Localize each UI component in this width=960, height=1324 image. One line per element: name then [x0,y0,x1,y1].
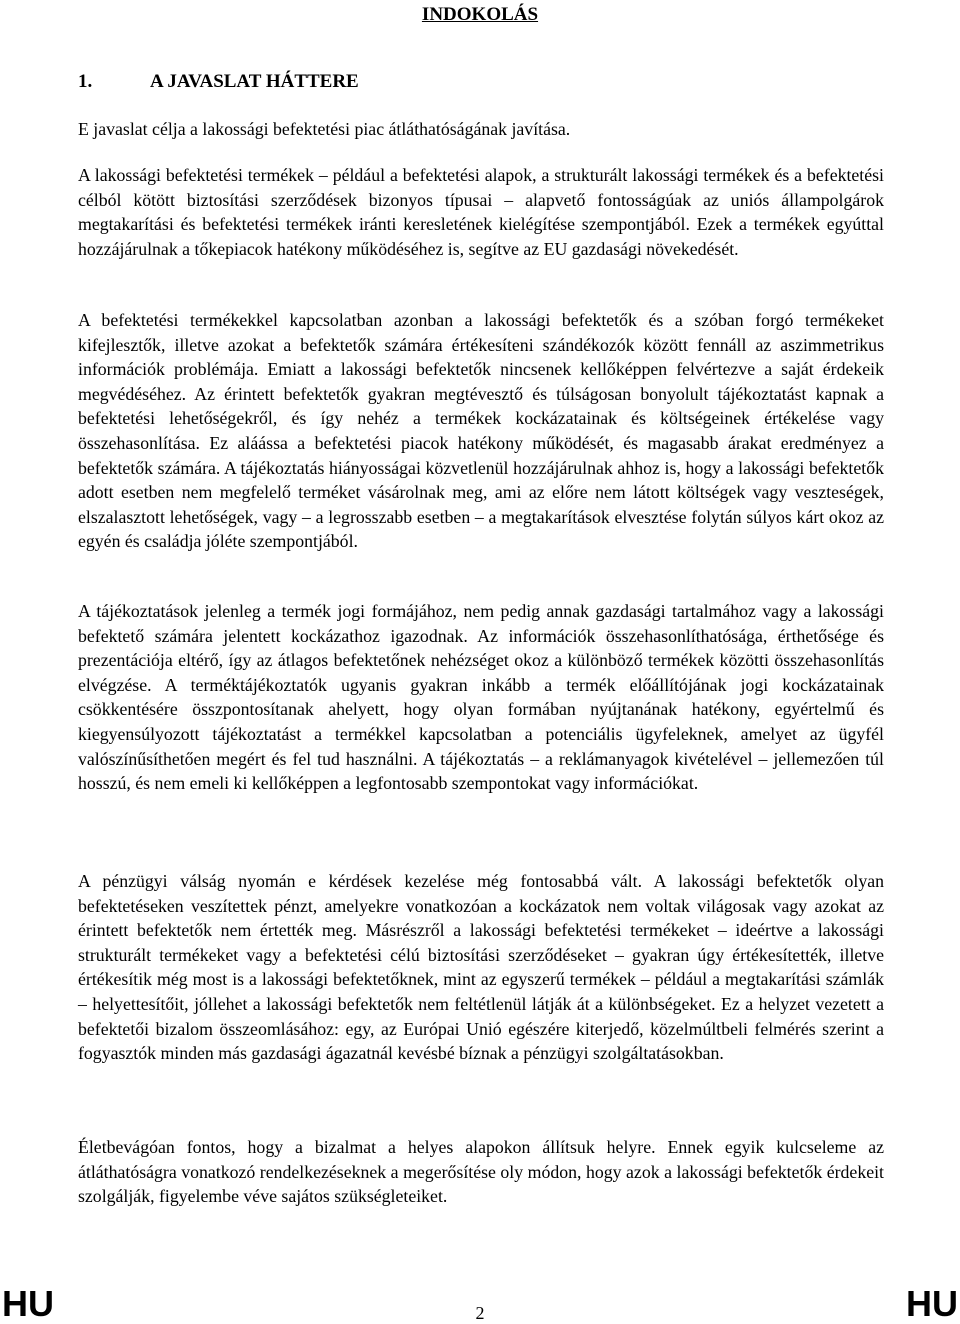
paragraph-1: E javaslat célja a lakossági befektetési piac átláthatóságának javítása. [78,119,571,139]
paragraph-4: A tájékoztatások jelenleg a termék jogi formájához, nem pedig annak gazdasági tartalmához vagy a lakossági befektető számára jelentett kockázathoz igazodnak. Az információk összehasonlíthatósága, érthetősége és prezentációja eltérő, így az átlagos befektetőnek nehézséget okoz a különböző termékek közötti összehasonlítás elvégzése. A terméktájékoztatók ugyanis gyakran inkább a termék előállítójának jogi kockázatainak csökkentésére összpontosítanak ahelyett, hogy olyan formában nyújtanának hatékony, egyértelmű és kiegyensúlyozott tájékoztatást a termékkel kapcsolatban a potenciális ügyfeleknek, amelyet az ügyfél valószínűsíthetően megért és fel tud használni. A tájékoztatás – a reklámanyagok kivételével – jellemezően túl hosszú, és nem emeli ki kellőképpen a legfontosabb szempontokat vagy információkat. [78,601,884,794]
paragraph-3: A befektetési termékekkel kapcsolatban azonban a lakossági befektetők és a szóban forgó termékeket kifejlesztők, illetve azokat a befektetők számára értékesíteni szándékozók között fennáll az aszimmetrikus információk problémája. Emiatt a lakossági befektetők nincsenek kellőképpen felvértezve a saját érdekeik megvédéséhez. Az érintett befektetők gyakran megtévesztő és túlságosan bonyolult tájékoztatást kapnak a befektetési lehetőségekről, és így nehéz a termékek kockázatainak és költségeinek értékelése vagy összehasonlítása. Ez aláássa a befektetési piacok hatékony működését, és magasabb árakat eredményez a befektetők számára. A tájékoztatás hiányosságai közvetlenül hozzájárulnak ahhoz is, hogy a lakossági befektetők adott esetben nem megfelelő terméket vásárolnak meg, ami az előre nem látott költségek vagy veszteségek, elszalasztott lehetőségek, vagy – a legrosszabb esetben – a megtakarítások elvesztése folytán súlyos kárt okoz az egyén és családja jóléte szempontjából. [78,310,884,552]
paragraph-6: Életbevágóan fontos, hogy a bizalmat a helyes alapokon állítsuk helyre. Ennek egyik kulcseleme az átláthatóságra vonatkozó rendelkezéseknek a megerősítése oly módon, hogy azok a lakossági befektetők érdekeit szolgálják, figyelembe véve sajátos szükségleteiket. [78,1137,884,1207]
footer-language-left: HU [2,1283,54,1324]
section-heading-text: A JAVASLAT HÁTTERE [150,71,359,92]
page-title: INDOKOLÁS [421,4,539,25]
section-heading [78,70,359,94]
section-number: 1. [78,71,93,92]
paragraph-5: A pénzügyi válság nyomán e kérdések kezelése még fontosabbá vált. A lakossági befektetők olyan befektetéseken veszítettek pénzt, amelyekre vonatkozóan a kockázatok nem voltak világosak vagy azokat az érintett befektetők nem értették meg. Másrészről a lakossági befektetési termékeket – ideértve a lakossági strukturált termékeket vagy a befektetési célú biztosítási szerződéseket – gyakran úgy értékesítették, illetve értékesítik még most is a lakossági befektetőknek, mint az egyszerű termékek – például a megtakarítási számlák – helyettesítőit, jóllehet a lakossági befektetők nem feltétlenül látják át a különbségeket. Ez a helyzet vezetett a befektetői bizalom összeomlásához: egy, az Európai Unió egészére kiterjedő, közelmúltbeli felmérés szerint a fogyasztók minden más gazdasági ágazatnál kevésbé bíznak a pénzügyi szolgáltatásokban. [78,871,884,1064]
paragraph-2: A lakossági befektetési termékek – például a befektetési alapok, a strukturált lakossági termékek és a befektetési célból kötött biztosítási szerződések bizonyos típusai – alapvető fontosságúak az uniós állampolgárok megtakarítási és befektetési termékek iránti keresletének kielégítése szempontjából. Ezek a termékek egyúttal hozzájárulnak a tőkepiacok hatékony működéséhez is, segítve az EU gazdasági növekedését. [78,165,884,259]
footer-language-right: HU [906,1283,958,1324]
page-number: 2 [475,1303,485,1323]
